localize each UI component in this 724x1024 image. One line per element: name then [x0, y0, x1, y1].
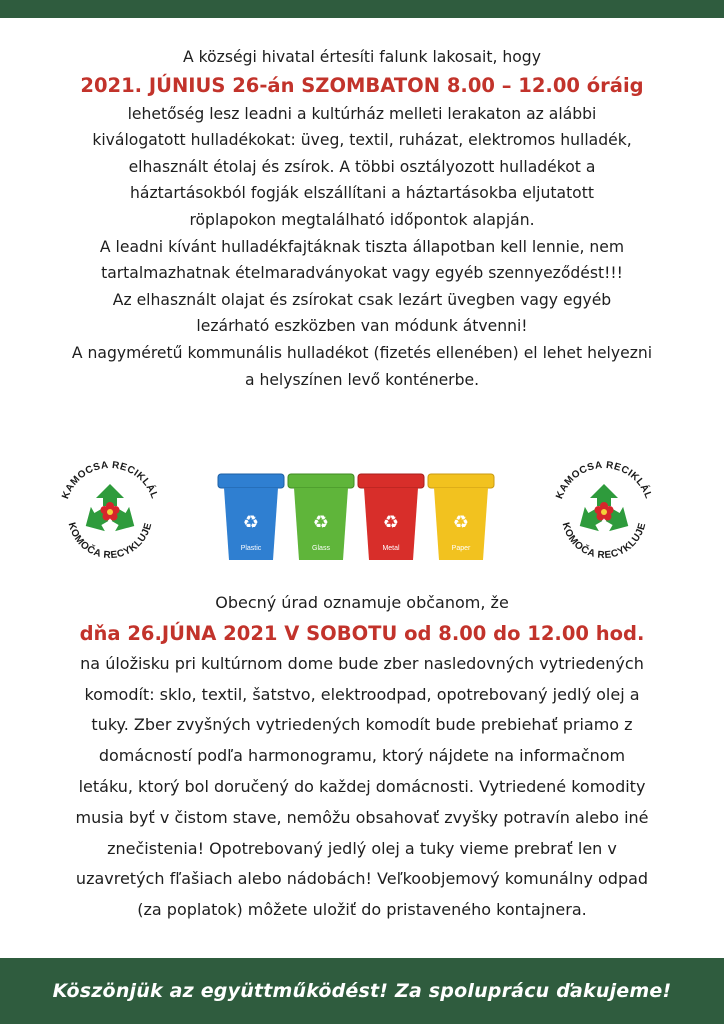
svg-text:KOMOČA RECYKLUJE [560, 521, 649, 561]
logo-text-top: KAMOCSA RECIKLÁL [60, 459, 160, 501]
logo-text-bottom: KOMOČA RECYKLUJE [559, 521, 649, 562]
hu-headline-date: 2021. JÚNIUS 26-án SZOMBATON 8.00 – 12.00 óráig [80, 73, 644, 97]
kamocsa-recycle-logo-right [548, 454, 660, 566]
hu-line: A leadni kívánt hulladékfajtáknak tiszta állapotban kell lennie, nem [99, 237, 625, 256]
logo-text-top: KAMOCSA RECIKLÁL [554, 459, 654, 501]
slovak-notice [0, 588, 724, 926]
hu-line: röplapokon megtalálható időpontok alapján. [189, 210, 535, 229]
glass-bin [288, 474, 354, 560]
hu-line: a helyszínen levő konténerbe. [244, 370, 480, 389]
hu-line: kiválogatott hulladékokat: üveg, textil, ruházat, elektromos hulladék, [92, 131, 632, 150]
bottom-green-band [0, 958, 724, 1024]
metal-bin [358, 474, 424, 560]
sk-line: tuky. Zber zvyšných vytriedených komodít bude prebiehať priamo z [91, 715, 633, 735]
svg-text:♻: ♻ [382, 512, 400, 533]
top-green-band [0, 0, 724, 18]
svg-text:♻: ♻ [452, 512, 470, 533]
bin-label: Metal [382, 545, 400, 552]
sk-intro: Obecný úrad oznamuje občanom, že [215, 593, 509, 612]
hu-intro: A községi hivatal értesíti falunk lakosait, hogy [183, 48, 541, 66]
svg-text:♻: ♻ [242, 512, 260, 533]
sk-line: uzavretých fľašiach alebo nádobách! Veľkoobjemový komunálny odpad [75, 869, 649, 889]
hungarian-notice [0, 44, 724, 393]
hu-line: háztartásokból fogják elszállítani a háztartásokba eljutatott [130, 184, 594, 203]
sk-line: znečistenia! Opotrebovaný jedlý olej a tuky vieme prebrať len v [107, 838, 617, 858]
svg-text:♻: ♻ [312, 512, 330, 533]
images-row [0, 448, 724, 568]
hu-line: A nagyméretű kommunális hulladékot (fizetés ellenében) el lehet helyezni [71, 343, 653, 362]
paper-bin [428, 474, 494, 560]
sk-line: letáku, ktorý bol doručený do každej domácnosti. Vytriedené komodity [78, 776, 646, 796]
bin-label: Plastic [240, 545, 262, 552]
sk-line: na úložisku pri kultúrnom dome bude zber nasledovných vytriedených [80, 653, 644, 673]
hu-line: lezárható eszközben van módunk átvenni! [196, 317, 528, 336]
kamocsa-recycle-logo-left [54, 454, 166, 566]
logo-text-bottom: KOMOČA RECYKLUJE [65, 521, 155, 562]
hu-line: elhasznált étolaj és zsírok. A többi osztályozott hulladékot a [128, 157, 596, 176]
sk-line: (za poplatok) môžete uložiť do pristaveného kontajnera. [137, 900, 587, 920]
hu-line: Az elhasznált olajat és zsírokat csak lezárt üvegben vagy egyéb [112, 290, 612, 309]
sk-headline-date: dňa 26.JÚNA 2021 V SOBOTU od 8.00 do 12.00 hod. [79, 621, 645, 645]
sk-line: komodít: sklo, textil, šatstvo, elektroodpad, opotrebovaný jedlý olej a [84, 684, 640, 704]
plastic-bin [218, 474, 284, 560]
recycling-bins-illustration [214, 466, 500, 566]
footer-thanks: Köszönjük az együttműködést! Za spoluprácu ďakujeme! [52, 980, 672, 1002]
sk-line: musia byť v čistom stave, nemôžu obsahovať zvyšky potravín alebo iné [75, 807, 649, 827]
svg-text:KOMOČA RECYKLUJE [66, 521, 155, 561]
hu-line: lehetőség lesz leadni a kultúrház melleti lerakaton az alábbi [127, 104, 597, 123]
sk-line: domácností podľa harmonogramu, ktorý nájdete na informačnom [98, 746, 626, 766]
bin-label: Paper [451, 545, 471, 552]
bin-label: Glass [312, 545, 330, 552]
hu-line: tartalmazhatnak ételmaradványokat vagy egyéb szennyeződést!!! [101, 264, 623, 283]
